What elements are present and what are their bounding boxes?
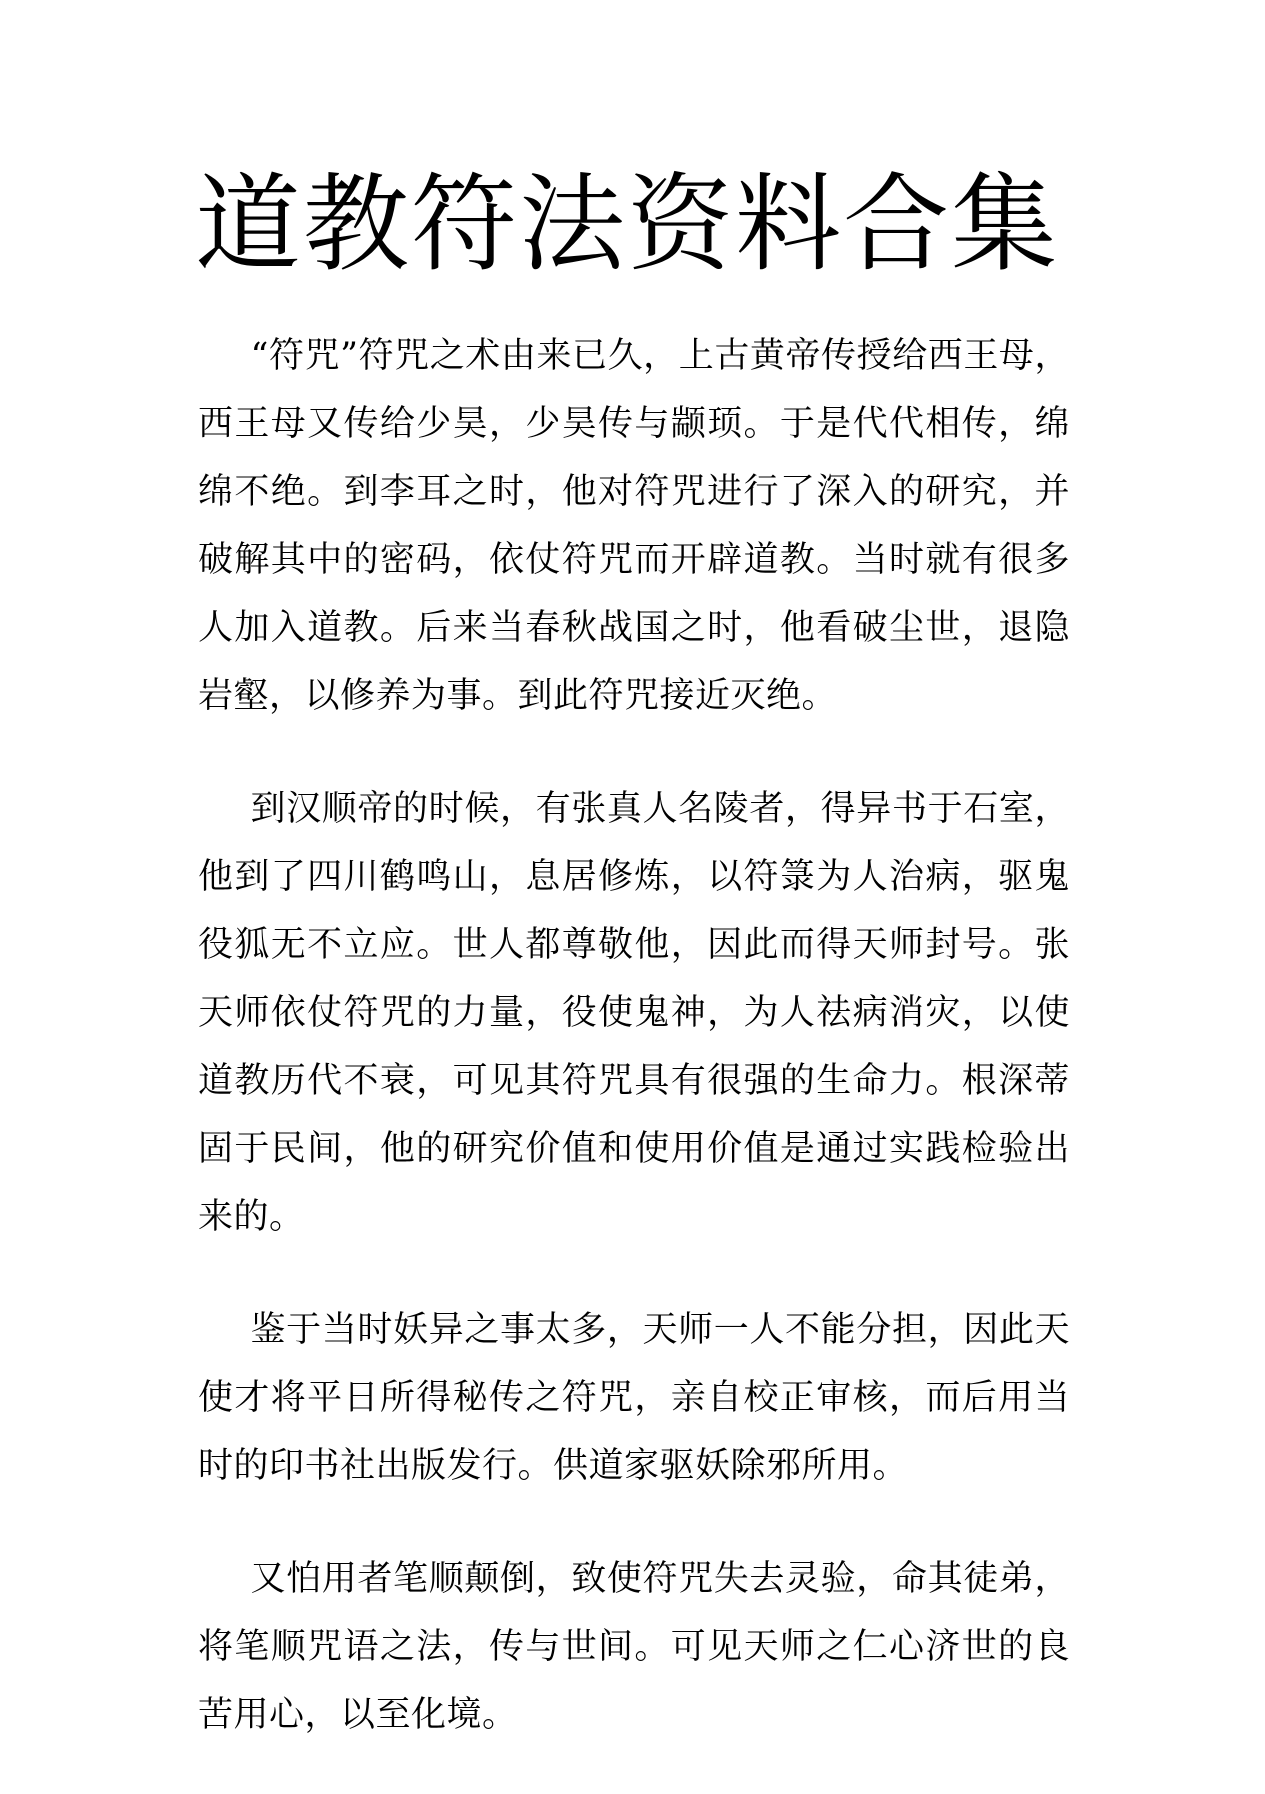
document-body (198, 322, 1070, 1794)
paragraph-zhang-tianshi: 到汉顺帝的时候，有张真人名陵者，得异书于石室，他到了四川鹤鸣山，息居修炼，以符箓为人治病，驱鬼役狐无不立应。世人都尊敬他，因此而得天师封号。张天师依仗符咒的力量，役使鬼神，为人祛病消灾，以使道教历代不衰，可见其符咒具有很强的生命力。根深蒂固于民间，他的研究价值和使用价值是通过实践检验出来的。 (198, 789, 1070, 1237)
paragraph-origin: “符咒”符咒之术由来已久，上古黄帝传授给西王母，西王母又传给少昊，少昊传与颛顼。于是代代相传，绵绵不绝。到李耳之时，他对符咒进行了深入的研究，并破解其中的密码，依仗符咒而开辟道教。当时就有很多人加入道教。后来当春秋战国之时，他看破尘世，退隐岩壑，以修养为事。到此符咒接近灭绝。 (198, 336, 1070, 716)
document-title: 道教符法资料合集 (195, 163, 1059, 286)
paragraph-stroke-order: 又怕用者笔顺颠倒，致使符咒失去灵验，命其徒弟，将笔顺咒语之法，传与世间。可见天师之仁心济世的良苦用心，以至化境。 (198, 1559, 1070, 1735)
paragraph-publication: 鉴于当时妖异之事太多，天师一人不能分担，因此天使才将平日所得秘传之符咒，亲自校正审核，而后用当时的印书社出版发行。供道家驱妖除邪所用。 (198, 1310, 1070, 1486)
